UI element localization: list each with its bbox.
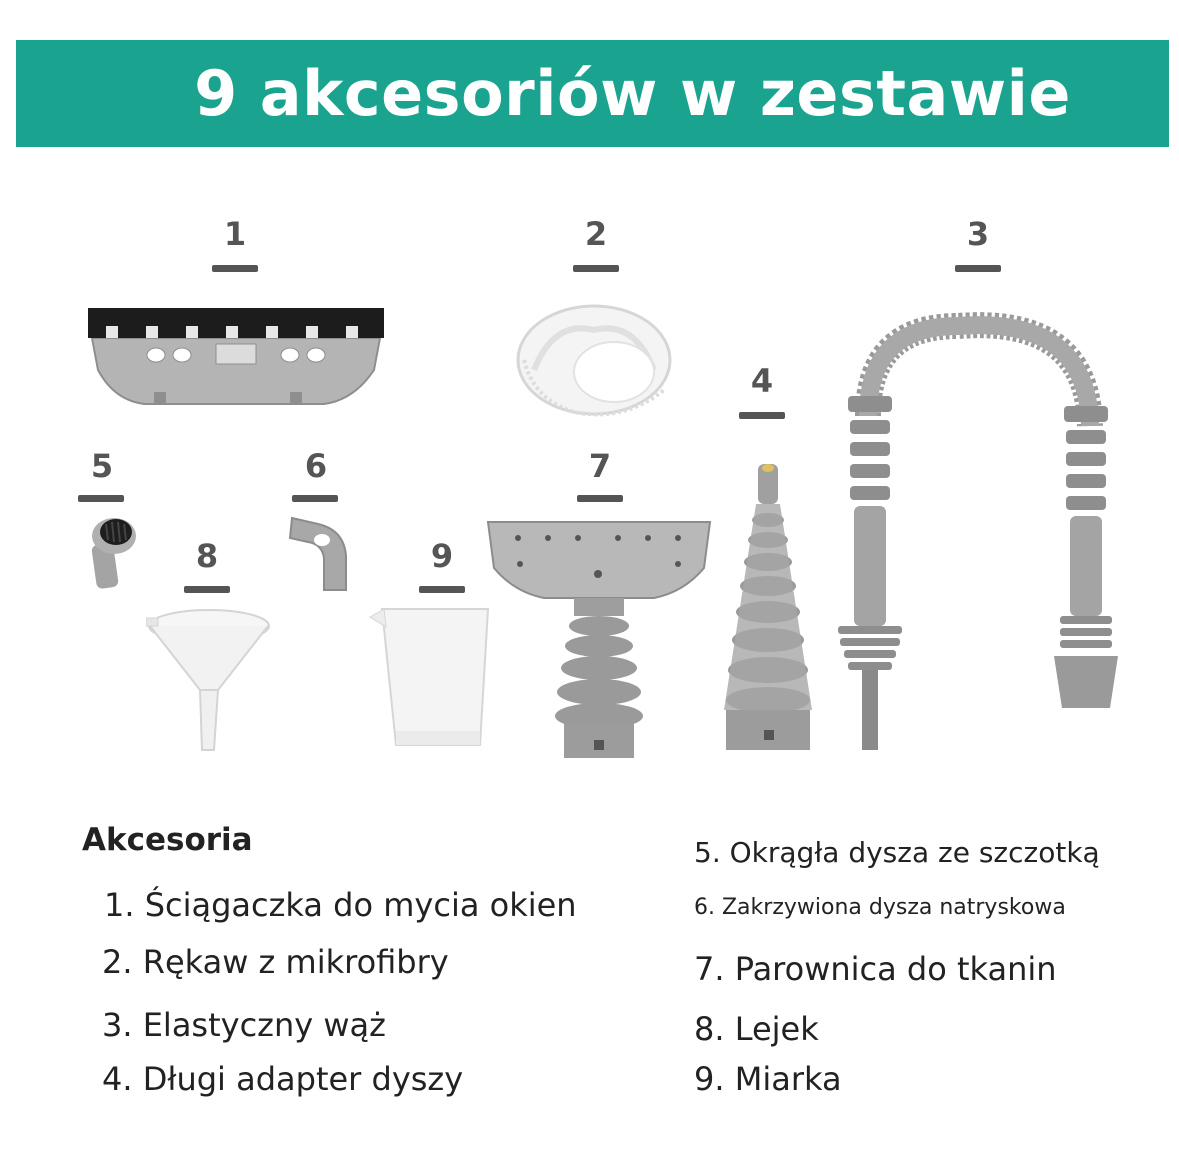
list-item-1: 1. Ściągaczka do mycia okien <box>104 886 577 924</box>
item-bar-2 <box>573 265 619 272</box>
list-item-8: 8. Lejek <box>694 1010 819 1048</box>
item-number-8: 8 <box>195 537 219 575</box>
item-bar-5 <box>78 495 124 502</box>
microfiber-sleeve-image <box>514 300 674 424</box>
item-bar-8 <box>184 586 230 593</box>
item-bar-6 <box>292 495 338 502</box>
item-number-7: 7 <box>588 447 612 485</box>
page-title: 9 akcesoriów w zestawie <box>194 57 1071 130</box>
item-number-3: 3 <box>966 215 990 253</box>
item-number-9: 9 <box>430 537 454 575</box>
list-item-5: 5. Okrągła dysza ze szczotką <box>694 836 1100 869</box>
list-item-7: 7. Parownica do tkanin <box>694 950 1057 988</box>
item-bar-9 <box>419 586 465 593</box>
garment-steamer-head-image <box>484 518 714 760</box>
funnel-image <box>146 604 272 754</box>
item-number-2: 2 <box>584 215 608 253</box>
list-item-6: 6. Zakrzywiona dysza natryskowa <box>694 895 1066 920</box>
measuring-cup-image <box>368 605 492 753</box>
item-number-4: 4 <box>750 362 774 400</box>
title-banner <box>16 40 1169 147</box>
item-number-1: 1 <box>223 215 247 253</box>
long-nozzle-adapter-image <box>722 460 814 752</box>
round-brush-nozzle-image <box>84 510 144 590</box>
accessories-heading: Akcesoria <box>82 822 253 858</box>
item-bar-1 <box>212 265 258 272</box>
flexible-hose-image <box>828 296 1128 756</box>
item-bar-3 <box>955 265 1001 272</box>
window-squeegee-image <box>84 300 388 412</box>
item-number-5: 5 <box>90 447 114 485</box>
item-number-6: 6 <box>304 447 328 485</box>
list-item-2: 2. Rękaw z mikrofibry <box>102 943 449 981</box>
item-bar-7 <box>577 495 623 502</box>
list-item-9: 9. Miarka <box>694 1060 842 1098</box>
list-item-4: 4. Długi adapter dyszy <box>102 1060 464 1098</box>
curved-spray-nozzle-image <box>288 510 358 594</box>
item-bar-4 <box>739 412 785 419</box>
list-item-3: 3. Elastyczny wąż <box>102 1006 386 1044</box>
